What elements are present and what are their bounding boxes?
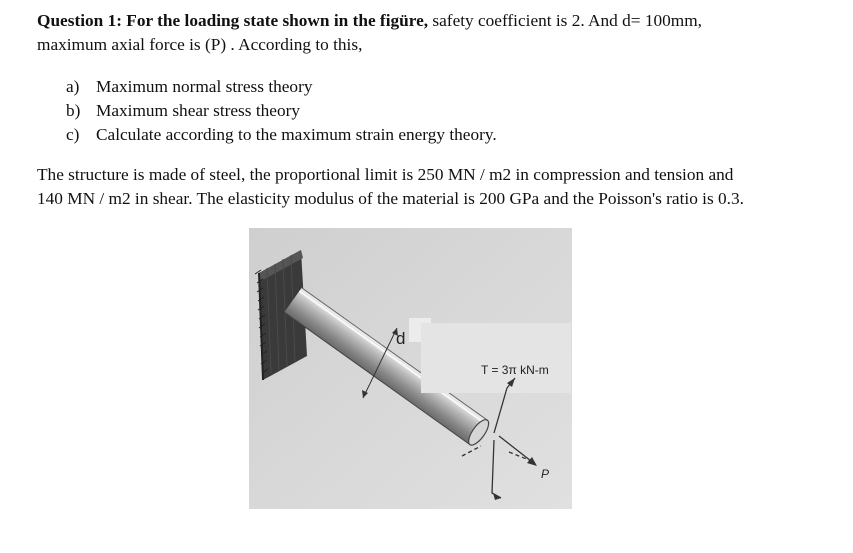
list-marker: c): [66, 125, 80, 144]
question-title-bold: Question 1: For the loading state shown in the figüre,: [37, 11, 429, 30]
paragraph-line-1: The structure is made of steel, the proportional limit is 250 MN / m2 in compression and tension and: [37, 165, 734, 184]
diameter-label: d: [396, 329, 406, 348]
list-text: Maximum shear stress theory: [96, 101, 300, 120]
list-text: Maximum normal stress theory: [96, 77, 313, 96]
shaft-figure: [249, 228, 572, 509]
paragraph-line-2: 140 MN / m2 in shear. The elasticity modulus of the material is 200 GPa and the Poisson's ratio is 0.3.: [37, 189, 744, 208]
list-marker: a): [66, 77, 80, 96]
question-title-rest: safety coefficient is 2. And d= 100mm,: [428, 11, 702, 30]
question-parts-list: [66, 75, 497, 147]
torque-annotation: [421, 323, 571, 393]
list-item: [66, 123, 497, 147]
question-line-2: maximum axial force is (P) . According to this,: [37, 35, 363, 54]
torque-label: T = 3π kN-m: [481, 363, 549, 377]
list-item: [66, 99, 497, 123]
force-label: P: [541, 467, 550, 481]
list-text: Calculate according to the maximum strain energy theory.: [96, 125, 497, 144]
list-marker: b): [66, 101, 81, 120]
list-item: [66, 75, 497, 99]
question-title: [37, 9, 702, 33]
